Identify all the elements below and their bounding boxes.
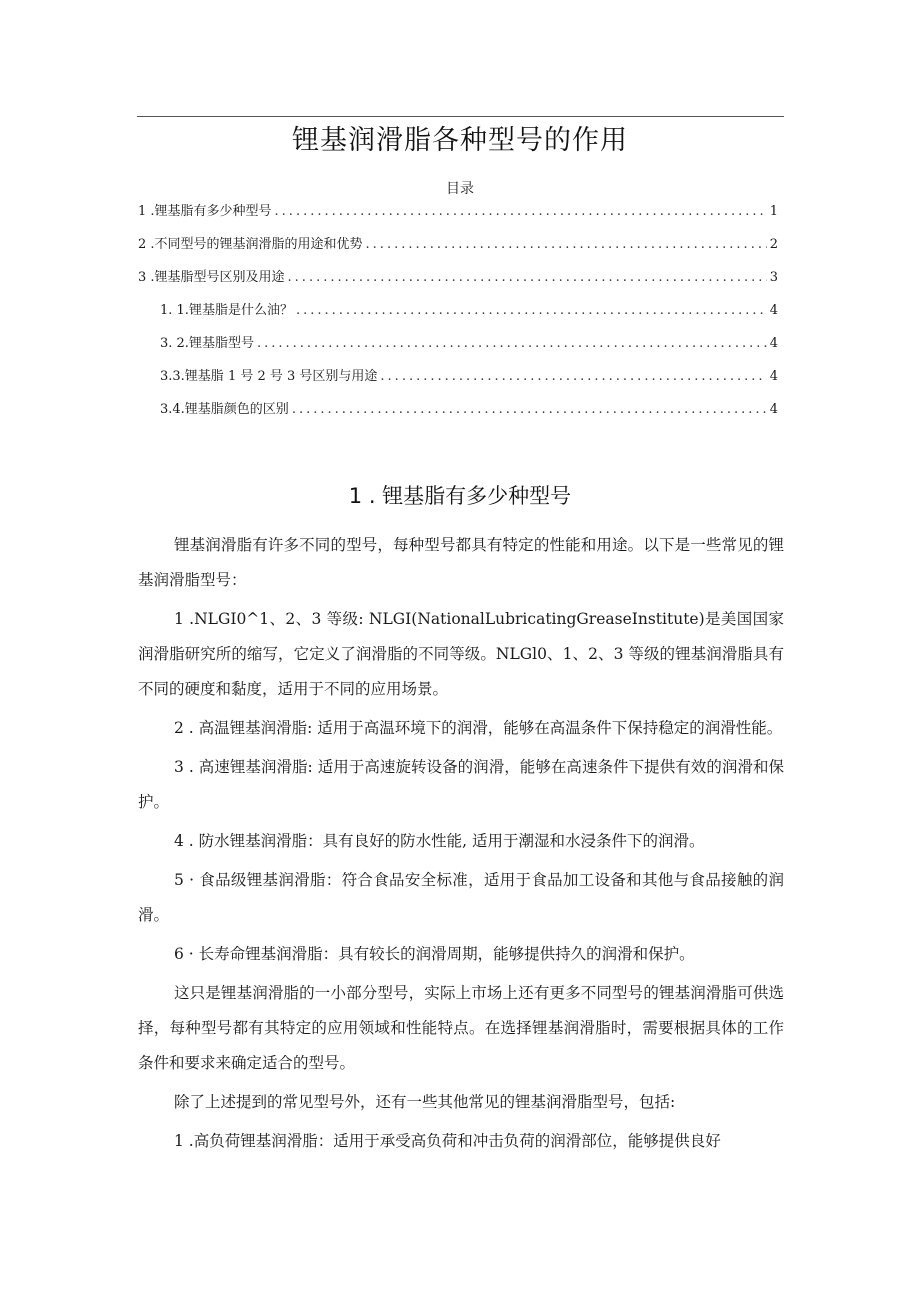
- toc-item-page: 4: [769, 369, 778, 384]
- toc-subitem[interactable]: [138, 299, 778, 332]
- toc-subitem[interactable]: [138, 365, 778, 398]
- toc-subitem[interactable]: [138, 398, 778, 431]
- toc-item-label: 1. 1.锂基脂是什么油？: [160, 303, 293, 318]
- toc-item-label: 1 .锂基脂有多少种型号: [138, 204, 272, 219]
- body-paragraph: 除了上述提到的常见型号外，还有一些其他常见的锂基润滑脂型号，包括:: [174, 1093, 676, 1111]
- body-paragraph: 1 .高负荷锂基润滑脂：适用于承受高负荷和冲击负荷的润滑部位，能够提供良好: [174, 1132, 721, 1150]
- toc-item-label: 3. 2.锂基脂型号: [160, 336, 254, 351]
- body-paragraph: 2 . 高温锂基润滑脂: 适用于高温环境下的润滑，能够在高温条件下保持稳定的润滑性能。: [174, 719, 783, 737]
- toc-item-page: 4: [769, 336, 778, 351]
- body-paragraph: 这只是锂基润滑脂的一小部分型号，实际上市场上还有更多不同型号的锂基润滑脂可供选择，每种型号都有其特定的应用领域和性能特点。在选择锂基润滑脂时，需要根据具体的工作条件和要求来确定适合的型号。: [138, 984, 784, 1072]
- section-heading: 1 . 锂基脂有多少种型号: [348, 484, 572, 508]
- toc-item-page: 2: [769, 237, 778, 252]
- table-of-contents: [138, 200, 778, 431]
- toc-item-page: 4: [769, 303, 778, 318]
- toc-item-page: 3: [769, 270, 778, 285]
- toc-item-label: 3.4.锂基脂颜色的区别: [160, 402, 289, 417]
- toc-item-label: 2 .不同型号的锂基润滑脂的用途和优势: [138, 237, 363, 252]
- toc-item-page: 1: [769, 204, 778, 219]
- header-rule: [137, 116, 784, 117]
- body-paragraph: 1 .NLGI0^1、2、3 等级: NLGI(NationalLubricatingGreaseInstitute)是美国国家润滑脂研究所的缩写，它定义了润滑脂的不同等级。NLGl0、1、2、3 等级的锂基润滑脂具有不同的硬度和黏度，适用于不同的应用场景。: [138, 610, 784, 698]
- toc-item[interactable]: [138, 200, 778, 233]
- toc-leader-dots: [275, 200, 767, 224]
- body-paragraph: 锂基润滑脂有许多不同的型号，每种型号都具有特定的性能和用途。以下是一些常见的锂基润滑脂型号：: [138, 536, 784, 589]
- toc-leader-dots: [296, 299, 767, 323]
- toc-leader-dots: [292, 398, 767, 422]
- toc-item-page: 4: [769, 402, 778, 417]
- body-paragraph: 3 . 高速锂基润滑脂: 适用于高速旋转设备的润滑，能够在高速条件下提供有效的润滑和保护。: [138, 758, 784, 811]
- body-paragraph: 5 · 食品级锂基润滑脂：符合食品安全标准，适用于食品加工设备和其他与食品接触的润滑。: [138, 871, 784, 924]
- document-title: 锂基润滑脂各种型号的作用: [292, 125, 628, 156]
- toc-subitem[interactable]: [138, 332, 778, 365]
- toc-leader-dots: [366, 233, 767, 257]
- body-paragraph: 6 · 长寿命锂基润滑脂：具有较长的润滑周期，能够提供持久的润滑和保护。: [174, 945, 695, 963]
- toc-leader-dots: [257, 332, 767, 356]
- toc-item[interactable]: [138, 266, 778, 299]
- toc-heading: 目录: [446, 181, 474, 197]
- toc-item[interactable]: [138, 233, 778, 266]
- toc-leader-dots: [288, 266, 767, 290]
- body-paragraph: 4 . 防水锂基润滑脂：具有良好的防水性能, 适用于潮湿和水浸条件下的润滑。: [174, 832, 705, 850]
- section-body: [138, 528, 784, 1163]
- toc-leader-dots: [380, 365, 766, 389]
- toc-item-label: 3.3.锂基脂 1 号 2 号 3 号区别与用途: [160, 369, 378, 384]
- toc-item-label: 3 .锂基脂型号区别及用途: [138, 270, 285, 285]
